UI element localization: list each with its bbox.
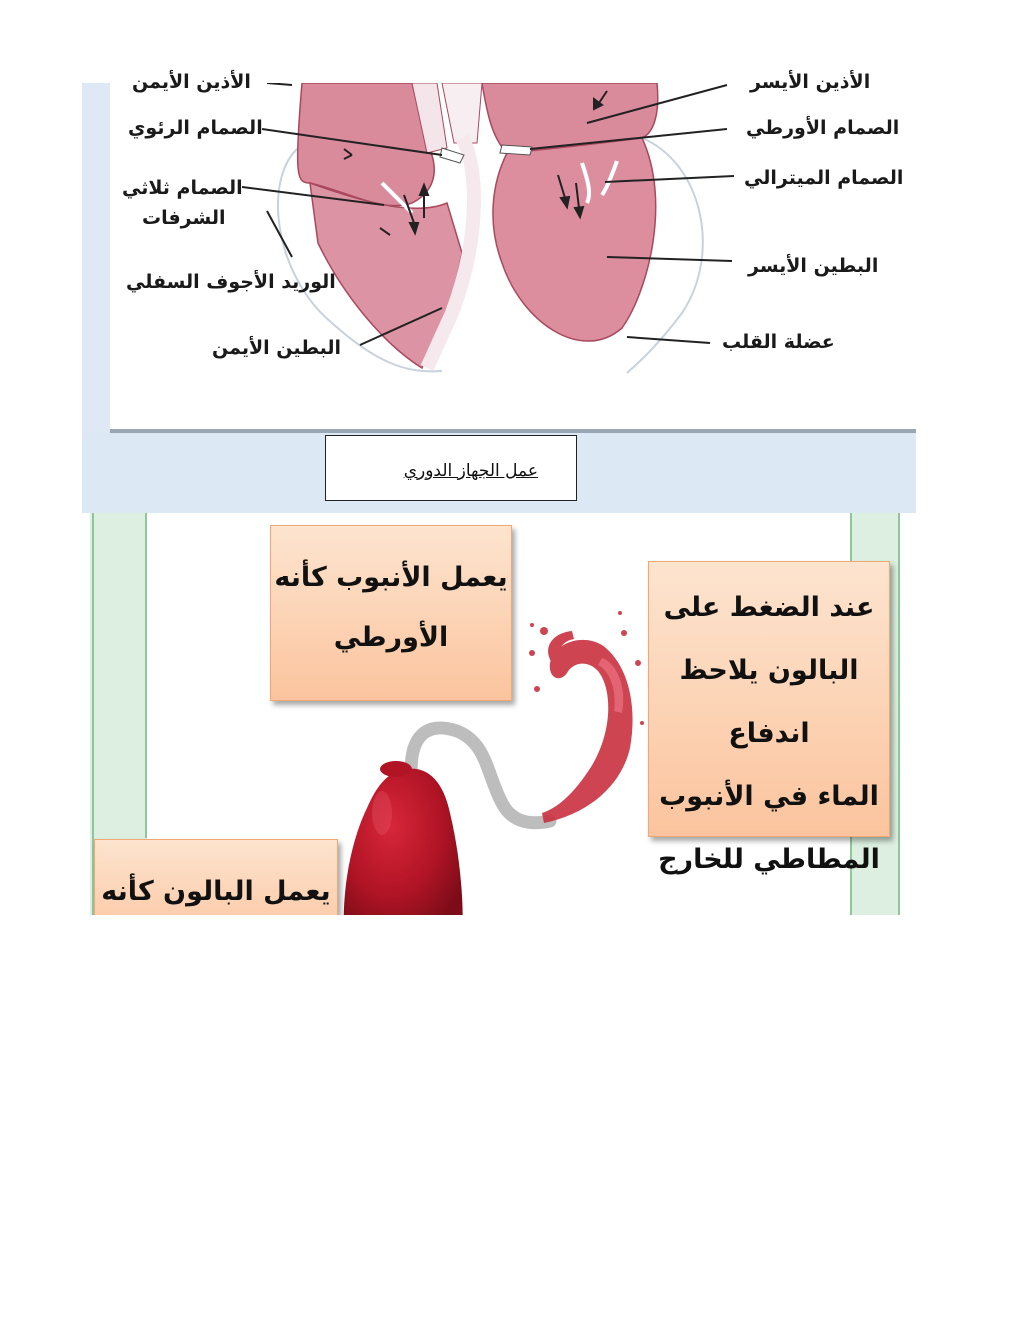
caption-box <box>325 435 577 501</box>
caption-title: عمل الجهاز الدوري <box>403 461 538 481</box>
label-aortic-valve: الصمام الأورطي <box>746 117 900 139</box>
water-splash <box>529 611 644 823</box>
squeeze-observation-box <box>648 561 890 875</box>
left-ventricle-shape <box>493 138 656 341</box>
squeeze-box-line4: المطاطي للخارج <box>658 844 880 875</box>
label-left-ventricle: البطين الأيسر <box>748 255 879 277</box>
heart-diagram <box>82 71 916 433</box>
balloon-box-line1: يعمل البالون كأنه <box>101 876 331 907</box>
balloon-analogy-box <box>94 839 338 915</box>
analogy-diagram <box>82 513 916 915</box>
label-tricuspid-valve-line2: الشرفات <box>142 207 226 229</box>
tube-analogy-box <box>270 525 512 701</box>
red-balloon <box>344 769 463 915</box>
label-heart-muscle: عضلة القلب <box>722 331 835 353</box>
tube-box-line2: الأورطي <box>333 622 449 653</box>
squeeze-box-line2: البالون يلاحظ اندفاع <box>679 655 859 749</box>
squeeze-box-line1: عند الضغط على <box>663 592 875 623</box>
label-right-ventricle: البطين الأيمن <box>212 337 342 359</box>
squeeze-box-line3: الماء في الأنبوب <box>659 781 879 812</box>
label-right-atrium: الأذين الأيمن <box>132 71 251 93</box>
caption-band <box>82 433 916 513</box>
label-tricuspid-valve-line1: الصمام ثلاثي <box>122 177 243 199</box>
label-mitral-valve: الصمام الميترالي <box>744 167 904 189</box>
tube-box-line1: يعمل الأنبوب كأنه <box>274 562 508 593</box>
label-inferior-vena-cava: الوريد الأجوف السفلي <box>126 271 336 293</box>
label-left-atrium: الأذين الأيسر <box>750 71 871 93</box>
label-pulmonary-valve: الصمام الرئوي <box>128 117 263 139</box>
